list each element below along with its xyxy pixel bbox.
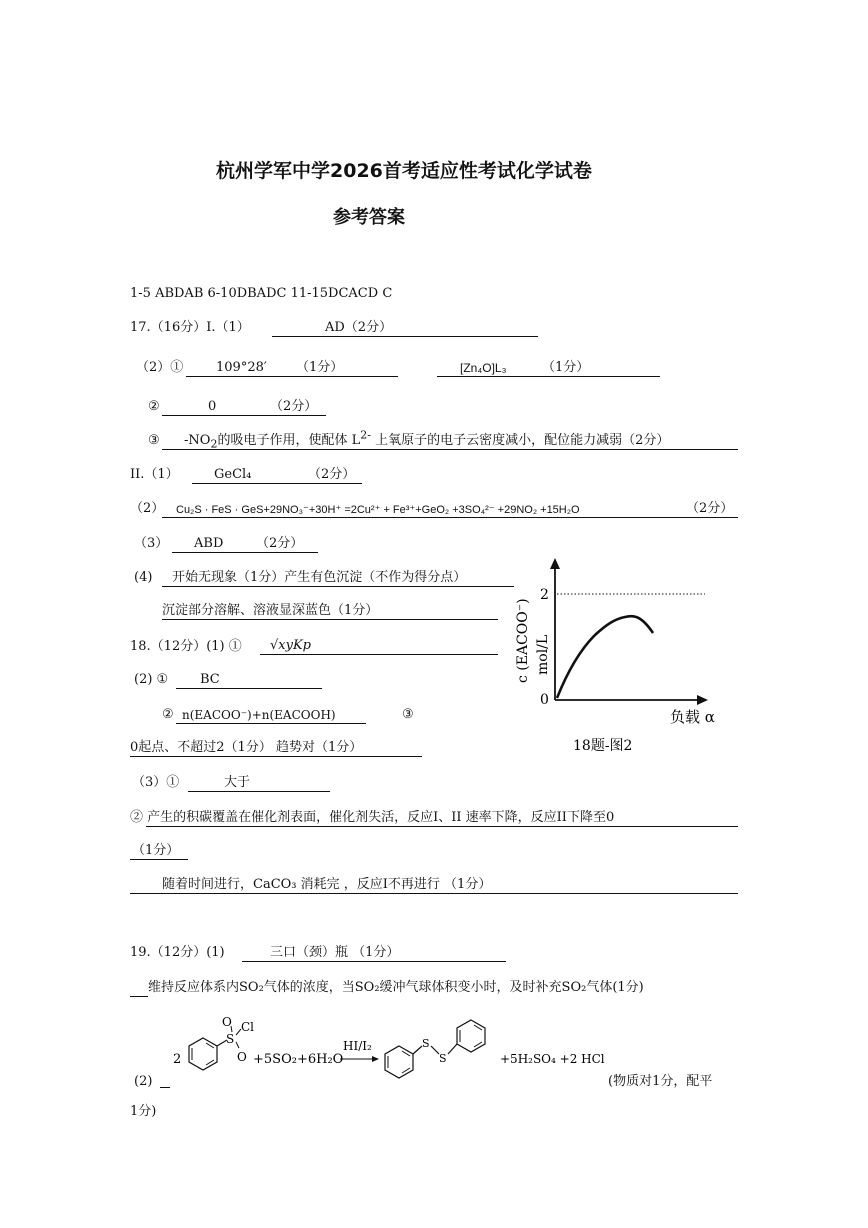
answer-line xyxy=(162,449,738,450)
y-axis-arrow xyxy=(550,558,560,569)
bond xyxy=(431,1046,439,1054)
q18-p3b-score: （1分） xyxy=(132,843,180,858)
figure-18-2 xyxy=(505,555,745,770)
eq-reactants: +5SO₂+6H₂O xyxy=(253,1052,344,1067)
answer-line xyxy=(162,517,738,518)
bond xyxy=(448,1044,457,1054)
q17-p3-label: ③ xyxy=(148,433,160,448)
q18-p3c-answer: 随着时间进行，CaCO₃ 消耗完 ，反应I不再进行 （1分） xyxy=(162,877,492,892)
x-axis-arrow xyxy=(697,695,708,705)
benzene-ring-1 xyxy=(189,1038,217,1070)
q18-p3-label: （3）① xyxy=(132,775,180,790)
answer-line xyxy=(176,723,366,724)
q19-head: 19.（12分）(1) xyxy=(130,945,225,960)
x-axis-label: 负载 α xyxy=(670,708,715,726)
q17-p3-answer-a: -NO xyxy=(184,433,211,448)
bond xyxy=(236,1042,239,1048)
q17-ii-label: II.（1） xyxy=(130,467,179,482)
q17-ii2-equation: Cu₂S · FeS · GeS+29NO₃⁻+30H⁺ =2Cu²⁺ + Fe³⁺+GeO₂ +3SO₄²⁻ +29NO₂ +15H₂O xyxy=(176,504,580,516)
q17-p2-answer-2: [Zn₄O]L₃ xyxy=(460,361,507,375)
q17-p1-answer: AD（2分） xyxy=(325,320,393,335)
q18-p3b-answer: ② 产生的积碳覆盖在催化剂表面，催化剂失活，反应I、II 速率下降，反应II下降至0 xyxy=(130,810,615,825)
page-subtitle: 参考答案 xyxy=(333,207,405,228)
q17-ii4-answer-1: 开始无现象（1分）产生有色沉淀（不作为得分点） xyxy=(172,570,467,585)
q17-ii3-answer: ABD xyxy=(194,536,224,551)
q18-p2c-label: ③ xyxy=(402,707,414,722)
answer-line xyxy=(160,1087,170,1088)
q17-p3-answer-b: 的吸电子作用，使配体 L xyxy=(217,433,361,448)
q19-p1b-answer: 维持反应体系内SO₂气体的浓度，当SO₂缓冲气球体积变小时，及时补充SO₂气体(1分) xyxy=(148,980,644,995)
benzene-ring-2 xyxy=(385,1046,413,1078)
answer-line xyxy=(172,552,318,553)
benzene-ring-3 xyxy=(457,1020,485,1052)
answer-line xyxy=(130,756,422,757)
answer-line xyxy=(176,688,322,689)
reaction-equation xyxy=(165,1010,635,1085)
q18-p2b-label: ② xyxy=(162,707,174,722)
answer-line xyxy=(186,376,398,377)
q17-ii2-label: （2） xyxy=(130,501,165,516)
answer-line xyxy=(242,961,506,962)
answer-line xyxy=(130,893,738,894)
answer-line xyxy=(162,619,498,620)
y-unit-label: mol/L xyxy=(535,634,551,675)
q17-ii1-answer: GeCl₄ xyxy=(214,467,252,482)
q17-head: 17.（16分）I.（1） xyxy=(130,320,250,335)
q17-p2-answer-1: 109°28′ xyxy=(216,360,267,375)
q17-p2b-answer: 0 xyxy=(208,399,217,414)
page-title: 杭州学军中学2026首考适应性考试化学试卷 xyxy=(216,160,592,182)
answer-line xyxy=(130,859,188,860)
q18-p2-answer: BC xyxy=(200,672,220,687)
answer-line xyxy=(162,415,326,416)
disulfide-s1: S xyxy=(422,1037,430,1050)
curve xyxy=(557,616,653,698)
q18-p2b-answer: n(EACOO⁻)+n(EACOOH) xyxy=(182,708,336,722)
answer-line xyxy=(130,996,148,997)
q17-ii2-score: （2分） xyxy=(686,501,734,516)
q18-head: 18.（12分）(1) ① xyxy=(130,639,242,654)
answer-line xyxy=(188,791,330,792)
q18-p1-answer: √xyKp xyxy=(270,638,311,653)
q17-ii4-answer-2: 沉淀部分溶解、溶液显深蓝色（1分） xyxy=(162,603,379,618)
q17-ii4-label: (4) xyxy=(134,570,153,585)
answer-line xyxy=(272,336,538,337)
origin-label: 0 xyxy=(540,692,549,708)
disulfide-s2: S xyxy=(439,1052,447,1065)
sulfur-atom: S xyxy=(226,1032,235,1046)
q18-p2c-answer: 0起点、不超过2（1分） 趋势对（1分） xyxy=(130,740,363,755)
q17-ii3-label: （3） xyxy=(134,536,169,551)
eq-condition: HI/I₂ xyxy=(343,1039,372,1053)
q19-p2-label: (2) xyxy=(134,1074,153,1089)
chlorine-atom: Cl xyxy=(241,1020,255,1034)
q19-note-1: (物质对1分，配平 xyxy=(608,1074,713,1089)
answer-line xyxy=(260,654,498,655)
q17-ii3-score: （2分） xyxy=(256,536,304,551)
q17-p2-label: （2）① xyxy=(136,360,184,375)
q17-p3-answer-c: 上氧原子的电子云密度减小，配位能力减弱（2分） xyxy=(375,433,670,448)
q19-note-2: 1分) xyxy=(130,1104,157,1119)
q17-p2b-score: （2分） xyxy=(270,399,318,414)
eq-products: +5H₂SO₄ +2 HCl xyxy=(500,1052,605,1066)
answer-line xyxy=(437,376,660,377)
q17-p2-score-2: （1分） xyxy=(542,360,590,375)
oxygen-atom-2: O xyxy=(237,1050,247,1064)
q18-p2-label: (2) ① xyxy=(134,672,169,687)
q17-p2b-label: ② xyxy=(148,399,160,414)
answer-line xyxy=(162,586,514,587)
y-tick-2: 2 xyxy=(540,587,549,603)
answer-line xyxy=(146,826,738,827)
q17-p2-score-1: （1分） xyxy=(296,360,344,375)
eq-arrowhead xyxy=(372,1056,379,1062)
answer-line xyxy=(192,483,362,484)
q18-p3-answer: 大于 xyxy=(224,775,251,790)
mc-answers: 1-5 ABDAB 6-10DBADC 11-15DCACD C xyxy=(130,286,393,301)
q17-ii1-score: （2分） xyxy=(308,467,356,482)
q19-p1-answer: 三口（颈）瓶 （1分） xyxy=(270,945,400,960)
bond xyxy=(413,1046,422,1054)
eq-coefficient: 2 xyxy=(173,1052,182,1067)
figure-caption: 18题-图2 xyxy=(573,738,633,754)
oxygen-atom-1: O xyxy=(222,1015,232,1029)
y-axis-label: c (EACOO⁻) xyxy=(515,598,531,683)
